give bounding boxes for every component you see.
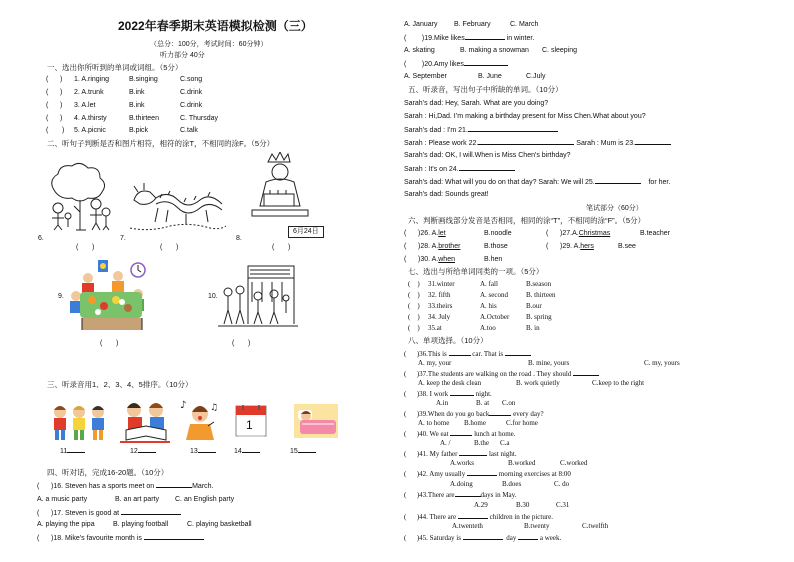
order-blank	[130, 446, 156, 456]
section-6-heading: 六、判断画线部分发音是否相同，相同的涂“T”，不相同的涂“F”。（5分）	[408, 216, 646, 225]
order-blank	[234, 446, 260, 456]
option-c: C.31	[556, 501, 570, 509]
paren: ( )	[408, 291, 420, 299]
svg-text:♫: ♫	[210, 403, 219, 413]
option-a: A.too	[480, 324, 496, 332]
answer-blank[interactable]	[459, 164, 515, 171]
option-a: A. a music party	[37, 496, 88, 503]
option-a: A.October	[480, 313, 510, 321]
answer-blank[interactable]	[242, 446, 260, 453]
question-text: 43.There are	[419, 491, 455, 499]
option-b: B.30	[516, 501, 530, 509]
question-44: ( )44. There are children in the picture.	[404, 513, 554, 521]
question-40: ( )40. We eat lunch at home.	[404, 430, 516, 438]
dialogue-text: Sarah's dad: What will you do on that day? Sarah: We will 25.	[404, 179, 595, 186]
phonics-item: ( )26. A.let	[404, 230, 446, 237]
question-37: ( )37.The students are walking on the road . They should	[404, 369, 599, 379]
answer-blank[interactable]	[518, 533, 538, 540]
question-17: ( )17. Steven is good at	[37, 508, 181, 518]
option-a: 2. A.trunk	[74, 89, 104, 96]
option-b: B. in	[526, 324, 540, 332]
singing-girl-picture	[178, 396, 224, 444]
dialogue-text: Sarah : It's on 24.	[404, 166, 459, 173]
word-a: let	[438, 230, 446, 237]
option-b: B. work quietly	[516, 379, 560, 387]
dialogue-text: Sarah : Mum is 23.	[576, 140, 636, 147]
paren: ( )	[408, 313, 420, 321]
dialogue-line	[404, 164, 515, 174]
option-b: B. February	[454, 21, 491, 28]
question-text-end: days in May.	[480, 491, 517, 499]
option-b: B.ink	[129, 89, 145, 96]
dialogue-line: Sarah : Hi,Dad. I’m making a birthday present for Miss Chen.What about you?	[404, 113, 646, 120]
option-b: B. playing football	[113, 521, 169, 528]
section-7-heading: 七、选出与所给单词同类的一项。（5分）	[408, 267, 544, 276]
question-text: 19.Mike likes	[424, 35, 465, 42]
order-blank	[190, 446, 216, 456]
item-num: 30. A.	[420, 256, 439, 263]
option-b: B. making a snowman	[460, 47, 529, 54]
option-a: A.29	[474, 501, 488, 509]
answer-blank[interactable]	[464, 59, 508, 66]
question-text-end: March.	[192, 483, 214, 490]
question-36: ( )36.This is car. That is	[404, 349, 531, 359]
paren: ( )	[408, 324, 420, 332]
question-text: 16. Steven has a sports meet on	[53, 483, 155, 490]
answer-blank[interactable]	[138, 446, 156, 453]
option-a: A. his	[480, 302, 497, 310]
question-text: 17. Steven is good at	[53, 510, 120, 517]
question-38: ( )38. I work night.	[404, 390, 492, 398]
answer-blank[interactable]	[156, 481, 192, 488]
answer-blank[interactable]	[455, 490, 481, 497]
question-20: ( )20.Amy likes	[404, 59, 508, 69]
q-num: 10.	[208, 293, 218, 300]
q-num: 6.	[38, 235, 44, 242]
section-2-heading: 二、听句子判断是否和图片相符，相符的涂T，不相同的涂F。（5分）	[47, 139, 275, 148]
option-b: B.worked	[508, 459, 536, 467]
answer-paren: ( )	[232, 340, 251, 347]
option-c: C.on	[502, 399, 516, 407]
exam-meta: （总分：100分，考试时间：60分钟）	[150, 41, 268, 48]
answer-blank[interactable]	[573, 369, 599, 376]
option-c: C. do	[554, 480, 570, 488]
question-text-end: in winter.	[506, 35, 535, 42]
paren: ( )	[46, 89, 63, 96]
answer-paren: ( )	[272, 244, 291, 251]
option-a: A. September	[404, 73, 447, 80]
family-tree-picture	[46, 160, 116, 234]
calendar-date: 1	[246, 418, 253, 432]
answer-paren: ( )	[160, 244, 179, 251]
word-a: when	[438, 256, 455, 263]
item-word: 34. July	[428, 313, 451, 321]
question-42: ( )42. Amy usually morning exercises at 8:00	[404, 470, 571, 478]
dialogue-line	[404, 125, 558, 135]
question-text: 41. My father	[419, 450, 458, 458]
option-b: B.our	[526, 302, 542, 310]
question-text-end: night.	[475, 390, 492, 398]
question-19: ( )19.Mike likes in winter.	[404, 35, 535, 42]
paren: ( )	[46, 115, 63, 122]
question-text: 18. Mike's favourite month is	[53, 535, 142, 542]
item-num: 28. A.	[420, 243, 439, 250]
dinner-table-picture	[68, 258, 154, 334]
answer-blank[interactable]	[144, 533, 204, 540]
option-a: A. January	[404, 21, 438, 28]
option-c: C.a	[500, 439, 510, 447]
word-a: brother	[438, 243, 461, 250]
answer-blank[interactable]	[465, 33, 505, 40]
question-text-end: morning exercises at 8:00	[498, 470, 571, 478]
word-b: B.hen	[484, 256, 503, 263]
dialogue-text: Sarah : Please work 22.	[404, 140, 479, 147]
question-text: 38. I work	[419, 390, 449, 398]
word-a: Christmas	[578, 230, 611, 237]
option-a: 3. A.let	[74, 102, 96, 109]
option-a: A.twenteth	[452, 522, 483, 530]
answer-blank[interactable]	[450, 429, 472, 436]
order-blank	[290, 446, 316, 456]
option-a: A. second	[480, 291, 508, 299]
option-c: C. March	[510, 21, 539, 28]
word-a: hers	[580, 243, 594, 250]
paren: ( )	[46, 76, 63, 83]
option-b: B. spring	[526, 313, 552, 321]
option-b: B.the	[474, 439, 489, 447]
option-a: A. skating	[404, 47, 435, 54]
dragon-dance-picture	[128, 180, 228, 232]
option-b: B. mine, yours	[528, 359, 570, 367]
phonics-item: ( )27.A.Christmas	[546, 230, 611, 237]
answer-blank[interactable]	[459, 449, 487, 456]
date-tag: 6月24日	[288, 226, 324, 238]
option-a: 4. A.thirsty	[74, 115, 107, 122]
answer-paren: ( )	[76, 244, 95, 251]
q-num: 9.	[58, 293, 64, 300]
answer-blank[interactable]	[67, 446, 85, 453]
question-text: day	[506, 534, 517, 542]
dialogue-text: for her.	[648, 179, 671, 186]
question-text: 39.When do you go back	[419, 410, 490, 418]
q-num: 15	[290, 448, 298, 455]
q-num: 13	[190, 448, 198, 455]
dialogue-line	[404, 138, 671, 148]
question-text: 37.The students are walking on the road . They should	[419, 370, 572, 378]
option-b: B.pick	[129, 127, 149, 134]
option-a: A. keep the desk clean	[418, 379, 482, 387]
option-c: C.drink	[180, 102, 203, 109]
dialogue-line: Sarah’s dad: OK, I will.When is Miss Chen's birthday?	[404, 152, 571, 159]
q-num: 8.	[236, 235, 242, 242]
option-b: B.home	[464, 419, 486, 427]
option-b: B. an art party	[115, 496, 159, 503]
answer-blank[interactable]	[467, 469, 497, 476]
item-num: 26. A.	[420, 230, 439, 237]
q-num: 14	[234, 448, 242, 455]
sleeping-child-picture	[292, 402, 340, 440]
word-b: B.those	[484, 243, 508, 250]
option-a: 5. A.picnic	[74, 127, 106, 134]
paren: ( )	[408, 280, 420, 288]
section-1-heading: 一、选出你所听到的单词或词组。（5分）	[47, 63, 183, 72]
option-b: B.thirteen	[129, 115, 159, 122]
order-blank	[60, 446, 85, 456]
dialogue-line	[404, 177, 670, 187]
option-a: A. playing the pipa	[37, 521, 95, 528]
q-num: 12	[130, 448, 138, 455]
answer-blank[interactable]	[298, 446, 316, 453]
question-18: ( )18. Mike's favourite month is	[37, 533, 204, 543]
phonics-item: ( )28. A.brother	[404, 243, 461, 250]
option-a: A. fall	[480, 280, 498, 288]
section-5-heading: 五、听录音，写出句子中所缺的单词。（10分）	[408, 85, 563, 94]
question-text-end: last night.	[488, 450, 517, 458]
answer-blank[interactable]	[595, 177, 641, 184]
option-b: B. June	[478, 73, 502, 80]
answer-paren: ( )	[100, 340, 119, 347]
q-num: 11	[60, 448, 68, 455]
answer-blank[interactable]	[489, 409, 511, 416]
word-b: B.teacher	[640, 230, 670, 237]
question-text: 20.Amy likes	[424, 61, 464, 68]
item-word: 31.winter	[428, 280, 455, 288]
question-43: ( )43.There are days in May.	[404, 491, 517, 499]
answer-blank[interactable]	[449, 349, 471, 356]
answer-blank[interactable]	[635, 138, 671, 145]
option-b: B.season	[526, 280, 552, 288]
word-b: B.noodle	[484, 230, 512, 237]
item-num: 27.A.	[562, 230, 579, 237]
option-a: 1. A.ringing	[74, 76, 110, 83]
answer-blank[interactable]	[463, 533, 503, 540]
phonics-item: ( )30. A.when	[404, 256, 455, 263]
section-4-heading: 四、听对话，完成16-20题。（10分）	[47, 468, 169, 477]
question-text: car. That is	[472, 350, 504, 358]
answer-blank[interactable]	[478, 138, 574, 145]
answer-blank[interactable]	[458, 512, 488, 519]
kids-walking-picture	[50, 404, 108, 444]
birthday-cake-picture	[246, 152, 316, 224]
option-c: C.worked	[560, 459, 588, 467]
option-a: A.works	[450, 459, 474, 467]
option-c: C.talk	[180, 127, 198, 134]
option-c: C.song	[180, 76, 203, 83]
answer-blank[interactable]	[450, 389, 474, 396]
dialogue-line: Sarah's dad: Sounds great!	[404, 191, 489, 198]
option-c: C. my, yours	[644, 359, 680, 367]
section-3-heading: 三、听录音用1、2、3、4、5排序。（10分）	[47, 380, 193, 389]
option-b: B.does	[502, 480, 522, 488]
listening-label: 听力部分 40分	[160, 52, 205, 59]
option-c: C. Thursday	[180, 115, 218, 122]
question-45: ( )45. Saturday is day a week.	[404, 534, 562, 542]
dialogue-text: Sarah’s dad : I'm 21.	[404, 127, 468, 134]
paren: ( )	[46, 127, 65, 134]
q-num: 7.	[120, 235, 126, 242]
question-text-end: every day?	[513, 410, 544, 418]
answer-blank[interactable]	[505, 349, 531, 356]
option-c: C.drink	[180, 89, 203, 96]
question-text-end: children in the picture.	[489, 513, 554, 521]
answer-blank[interactable]	[468, 125, 558, 132]
reading-kids-picture	[120, 400, 170, 444]
option-c: C. playing basketball	[187, 521, 252, 528]
shop-street-picture	[218, 262, 298, 332]
option-c: C.for home	[506, 419, 538, 427]
page-title: 2022年春季期末英语模拟检测（三）	[118, 19, 313, 33]
written-part-label: 笔试部分（60分）	[586, 205, 643, 212]
option-c: C.keep to the right	[592, 379, 645, 387]
option-b: B. thirteen	[526, 291, 556, 299]
question-text: 45. Saturday is	[419, 534, 461, 542]
dialogue-line: Sarah’s dad: Hey, Sarah. What are you doing?	[404, 100, 549, 107]
section-8-heading: 八、单项选择。（10分）	[408, 336, 488, 345]
option-b: B.twenty	[524, 522, 550, 530]
question-16: ( )16. Steven has a sports meet on March.	[37, 483, 214, 490]
question-text: 36.This is	[419, 350, 447, 358]
option-b: B. at	[476, 399, 490, 407]
answer-blank[interactable]	[198, 446, 216, 453]
option-a: A. to home	[418, 419, 450, 427]
paren: ( )	[408, 302, 420, 310]
option-b: B.singing	[129, 76, 158, 83]
question-text: 42. Amy usually	[419, 470, 466, 478]
item-word: 33.theirs	[428, 302, 453, 310]
option-c: C. an English party	[175, 496, 235, 503]
option-c: C. sleeping	[542, 47, 578, 54]
option-a: A.in	[436, 399, 449, 407]
question-39: ( )39.When do you go back every day?	[404, 410, 544, 418]
question-41: ( )41. My father last night.	[404, 450, 517, 458]
svg-text:♪: ♪	[180, 400, 187, 411]
option-b: B.ink	[129, 102, 145, 109]
word-b: B.see	[618, 243, 636, 250]
option-a: A.doing	[450, 480, 473, 488]
item-word: 35.at	[428, 324, 442, 332]
item-num: 29. A.	[562, 243, 581, 250]
option-c: C.July	[526, 73, 546, 80]
question-text-end: a week.	[539, 534, 562, 542]
question-text-end: lunch at home.	[474, 430, 516, 438]
answer-blank[interactable]	[121, 508, 181, 515]
question-text: 44. There are	[419, 513, 457, 521]
option-a: A. my, your	[418, 359, 452, 367]
option-c: C.twelfth	[582, 522, 609, 530]
paren: ( )	[46, 102, 63, 109]
item-word: 32. fifth	[428, 291, 451, 299]
question-text: 40. We eat	[419, 430, 449, 438]
phonics-item: ( )29. A.hers	[546, 243, 594, 250]
option-a: A. /	[440, 439, 451, 447]
